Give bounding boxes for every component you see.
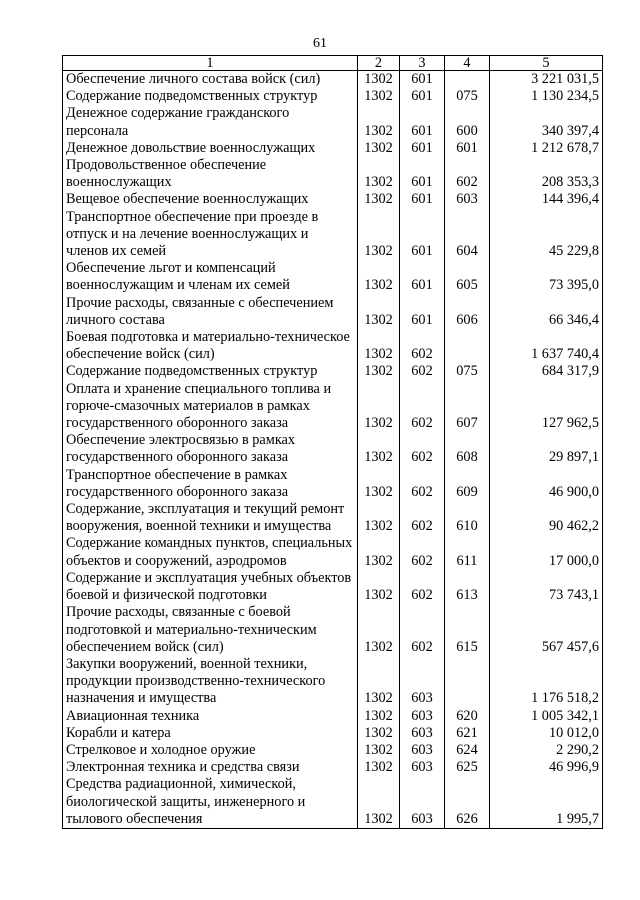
- row-amount: 46 900,0: [490, 467, 603, 501]
- row-amount: 208 353,3: [490, 157, 603, 191]
- row-section-code: 1302: [358, 105, 400, 139]
- row-name: Продовольственное обеспечение военнослужащих: [63, 157, 358, 191]
- row-expense-code: 624: [445, 742, 490, 759]
- row-section-code: 1302: [358, 209, 400, 261]
- row-expense-code: 600: [445, 105, 490, 139]
- header-col-5: 5: [490, 56, 603, 71]
- table-row: [63, 209, 603, 261]
- page-number: 61: [313, 36, 327, 51]
- row-target-code: 602: [400, 381, 445, 433]
- row-section-code: 1302: [358, 260, 400, 294]
- row-name: Содержание и эксплуатация учебных объектов боевой и физической подготовки: [63, 570, 358, 604]
- row-expense-code: [445, 71, 490, 89]
- row-section-code: 1302: [358, 501, 400, 535]
- row-amount: 45 229,8: [490, 209, 603, 261]
- row-amount: 1 130 234,5: [490, 88, 603, 105]
- row-name: Обеспечение личного состава войск (сил): [63, 71, 358, 89]
- table-row: [63, 535, 603, 569]
- row-target-code: 601: [400, 140, 445, 157]
- row-target-code: 602: [400, 501, 445, 535]
- row-amount: 66 346,4: [490, 295, 603, 329]
- header-col-1: 1: [63, 56, 358, 71]
- table-row: [63, 191, 603, 208]
- table-row: [63, 71, 603, 89]
- row-target-code: 603: [400, 759, 445, 776]
- row-section-code: 1302: [358, 725, 400, 742]
- row-amount: 684 317,9: [490, 363, 603, 380]
- row-amount: 10 012,0: [490, 725, 603, 742]
- row-expense-code: 602: [445, 157, 490, 191]
- table-body: [63, 71, 603, 829]
- table-row: [63, 742, 603, 759]
- row-section-code: 1302: [358, 363, 400, 380]
- row-section-code: 1302: [358, 295, 400, 329]
- row-name: Средства радиационной, химической, биологической защиты, инженерного и тылового обеспечения: [63, 776, 358, 828]
- budget-table: [62, 55, 603, 829]
- row-name: Прочие расходы, связанные с боевой подготовкой и материально-техническим обеспечением войск (сил): [63, 604, 358, 656]
- row-target-code: 602: [400, 535, 445, 569]
- row-name: Транспортное обеспечение в рамках государственного оборонного заказа: [63, 467, 358, 501]
- table-row: [63, 260, 603, 294]
- row-target-code: 601: [400, 295, 445, 329]
- row-amount: 46 996,9: [490, 759, 603, 776]
- table-row: [63, 295, 603, 329]
- row-name: Боевая подготовка и материально-техническое обеспечение войск (сил): [63, 329, 358, 363]
- row-target-code: 601: [400, 88, 445, 105]
- row-name: Содержание подведомственных структур: [63, 88, 358, 105]
- row-name: Авиационная техника: [63, 708, 358, 725]
- row-expense-code: 601: [445, 140, 490, 157]
- row-amount: 73 743,1: [490, 570, 603, 604]
- row-expense-code: 606: [445, 295, 490, 329]
- row-target-code: 601: [400, 260, 445, 294]
- row-name: Денежное довольствие военнослужащих: [63, 140, 358, 157]
- row-section-code: 1302: [358, 742, 400, 759]
- row-name: Содержание командных пунктов, специальных объектов и сооружений, аэродромов: [63, 535, 358, 569]
- row-name: Электронная техника и средства связи: [63, 759, 358, 776]
- table-row: [63, 157, 603, 191]
- table-row: [63, 759, 603, 776]
- row-section-code: 1302: [358, 329, 400, 363]
- table-row: [63, 467, 603, 501]
- row-amount: 340 397,4: [490, 105, 603, 139]
- row-expense-code: [445, 656, 490, 708]
- table-row: [63, 776, 603, 828]
- table-row: [63, 329, 603, 363]
- row-target-code: 603: [400, 725, 445, 742]
- row-expense-code: 607: [445, 381, 490, 433]
- row-amount: 3 221 031,5: [490, 71, 603, 89]
- row-name: Прочие расходы, связанные с обеспечением личного состава: [63, 295, 358, 329]
- row-target-code: 603: [400, 708, 445, 725]
- header-row: [63, 56, 603, 71]
- table-row: [63, 570, 603, 604]
- row-amount: 73 395,0: [490, 260, 603, 294]
- row-amount: 1 637 740,4: [490, 329, 603, 363]
- row-expense-code: [445, 329, 490, 363]
- row-name: Обеспечение льгот и компенсаций военнослужащим и членам их семей: [63, 260, 358, 294]
- row-expense-code: 604: [445, 209, 490, 261]
- table-row: [63, 363, 603, 380]
- row-name: Транспортное обеспечение при проезде в отпуск и на лечение военнослужащих и членов их семей: [63, 209, 358, 261]
- row-expense-code: 603: [445, 191, 490, 208]
- row-target-code: 603: [400, 742, 445, 759]
- table-row: [63, 656, 603, 708]
- row-name: Содержание подведомственных структур: [63, 363, 358, 380]
- row-section-code: 1302: [358, 157, 400, 191]
- table-row: [63, 708, 603, 725]
- row-expense-code: 608: [445, 432, 490, 466]
- row-name: Стрелковое и холодное оружие: [63, 742, 358, 759]
- row-target-code: 603: [400, 776, 445, 828]
- row-section-code: 1302: [358, 467, 400, 501]
- table-row: [63, 140, 603, 157]
- row-target-code: 601: [400, 71, 445, 89]
- row-expense-code: 625: [445, 759, 490, 776]
- row-target-code: 602: [400, 363, 445, 380]
- row-target-code: 602: [400, 432, 445, 466]
- row-section-code: 1302: [358, 656, 400, 708]
- table-row: [63, 432, 603, 466]
- row-name: Вещевое обеспечение военнослужащих: [63, 191, 358, 208]
- header-col-4: 4: [445, 56, 490, 71]
- row-expense-code: 626: [445, 776, 490, 828]
- row-expense-code: 620: [445, 708, 490, 725]
- table-row: [63, 501, 603, 535]
- row-section-code: 1302: [358, 570, 400, 604]
- row-amount: 29 897,1: [490, 432, 603, 466]
- row-target-code: 603: [400, 656, 445, 708]
- row-expense-code: 075: [445, 88, 490, 105]
- row-amount: 90 462,2: [490, 501, 603, 535]
- row-target-code: 602: [400, 329, 445, 363]
- row-amount: 567 457,6: [490, 604, 603, 656]
- table-row: [63, 381, 603, 433]
- table-row: [63, 604, 603, 656]
- row-section-code: 1302: [358, 191, 400, 208]
- row-expense-code: 615: [445, 604, 490, 656]
- row-target-code: 602: [400, 467, 445, 501]
- header-col-3: 3: [400, 56, 445, 71]
- row-name: Оплата и хранение специального топлива и горюче-смазочных материалов в рамках государственного оборонного заказа: [63, 381, 358, 433]
- row-amount: 144 396,4: [490, 191, 603, 208]
- row-expense-code: 621: [445, 725, 490, 742]
- row-expense-code: 075: [445, 363, 490, 380]
- table-row: [63, 88, 603, 105]
- row-section-code: 1302: [358, 776, 400, 828]
- row-target-code: 602: [400, 570, 445, 604]
- row-name: Денежное содержание гражданского персонала: [63, 105, 358, 139]
- row-expense-code: 609: [445, 467, 490, 501]
- row-expense-code: 610: [445, 501, 490, 535]
- row-target-code: 602: [400, 604, 445, 656]
- row-section-code: 1302: [358, 708, 400, 725]
- row-section-code: 1302: [358, 140, 400, 157]
- row-amount: 1 005 342,1: [490, 708, 603, 725]
- row-section-code: 1302: [358, 381, 400, 433]
- row-target-code: 601: [400, 157, 445, 191]
- row-section-code: 1302: [358, 535, 400, 569]
- row-target-code: 601: [400, 105, 445, 139]
- row-amount: 17 000,0: [490, 535, 603, 569]
- header-col-2: 2: [358, 56, 400, 71]
- table-row: [63, 725, 603, 742]
- row-amount: 127 962,5: [490, 381, 603, 433]
- table-row: [63, 105, 603, 139]
- row-section-code: 1302: [358, 88, 400, 105]
- row-expense-code: 605: [445, 260, 490, 294]
- row-expense-code: 613: [445, 570, 490, 604]
- row-amount: 2 290,2: [490, 742, 603, 759]
- row-amount: 1 176 518,2: [490, 656, 603, 708]
- row-expense-code: 611: [445, 535, 490, 569]
- row-target-code: 601: [400, 209, 445, 261]
- row-name: Корабли и катера: [63, 725, 358, 742]
- row-amount: 1 212 678,7: [490, 140, 603, 157]
- row-section-code: 1302: [358, 759, 400, 776]
- row-amount: 1 995,7: [490, 776, 603, 828]
- row-section-code: 1302: [358, 604, 400, 656]
- row-name: Закупки вооружений, военной техники, продукции производственно-технического назначения и имущества: [63, 656, 358, 708]
- row-section-code: 1302: [358, 432, 400, 466]
- row-section-code: 1302: [358, 71, 400, 89]
- row-target-code: 601: [400, 191, 445, 208]
- row-name: Содержание, эксплуатация и текущий ремонт вооружения, военной техники и имущества: [63, 501, 358, 535]
- row-name: Обеспечение электросвязью в рамках государственного оборонного заказа: [63, 432, 358, 466]
